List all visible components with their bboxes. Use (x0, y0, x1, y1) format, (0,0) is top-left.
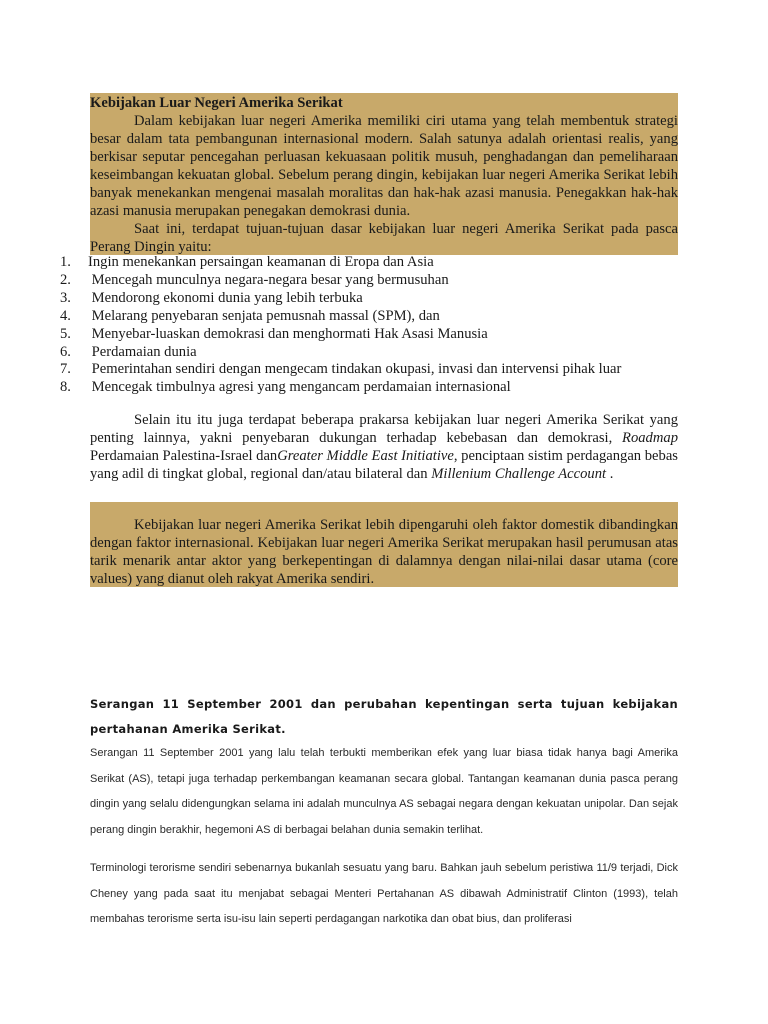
list-item (60, 290, 680, 308)
paragraph-foreign-policy-intro: Dalam kebijakan luar negeri Amerika memiliki ciri utama yang telah membentuk strategi besar dalam tata pembangunan internasional modern. Salah satunya adalah orientasi realis, yang berkisar seputar pencegahan perluasan kekuasaan politik musuh, penghadangan dan pemeliharaan keseimbangan kekuatan global. Sebelum perang dingin, kebijakan luar negeri Amerika Serikat lebih banyak menekankan mengenai masalah moralitas dan hak-hak azasi manusia. Penegakkan hak-hak azasi manusia merupakan penegakan demokrasi dunia. (90, 113, 678, 219)
initiatives-text-3: , penciptaan sistim perdagangan bebas yang adil di tingkat global, regional dan/atau bilateral dan (90, 448, 678, 482)
list-item-number: 3. (60, 289, 71, 306)
list-item-number: 7. (60, 361, 71, 378)
list-item-text: Perdamaian dunia (88, 343, 197, 360)
paragraph-september-11-impact: Serangan 11 September 2001 yang lalu telah terbukti memberikan efek yang luar biasa tidak hanya bagi Amerika Serikat (AS), tetapi juga terhadap perkembangan keamanan secara global. Tantangan keamanan dunia pasca perang dingin yang selalu didengungkan selama ini adalah munculnya AS sebagai negara dengan kekuatan unipolar. Dan sejak perang dingin berakhir, hegemoni AS di berbagai belahan dunia semakin terlihat. (90, 747, 678, 836)
list-item (60, 272, 680, 290)
list-item (60, 344, 680, 362)
initiatives-roadmap: Roadmap (622, 430, 678, 446)
section-title-foreign-policy: Kebijakan Luar Negeri Amerika Serikat (90, 95, 343, 111)
list-item-number: 2. (60, 271, 71, 288)
paragraph-post-cold-war-goals: Saat ini, terdapat tujuan-tujuan dasar kebijakan luar negeri Amerika Serikat pada pasca Perang Dingin yaitu: (90, 221, 678, 255)
list-item-text: Melarang penyebaran senjata pemusnah massal (SPM), dan (88, 307, 440, 324)
list-item (60, 326, 680, 344)
list-item-text: Mencegak timbulnya agresi yang mengancam perdamaian internasional (88, 379, 511, 396)
list-item-text: Menyebar-luaskan demokrasi dan menghormati Hak Asasi Manusia (88, 325, 488, 342)
list-item (60, 254, 680, 272)
list-item-number: 6. (60, 343, 71, 360)
highlighted-section-domestic-factors (90, 502, 678, 587)
list-item (60, 308, 680, 326)
initiatives-text-1: Selain itu itu juga terdapat beberapa prakarsa kebijakan luar negeri Amerika Serikat yang penting lainnya, yakni penyebaran dukungan terhadap kebebasan dan demokrasi, (90, 412, 678, 446)
list-item-number: 4. (60, 307, 71, 324)
numbered-goals-list (60, 254, 680, 397)
list-item-text: Ingin menekankan persaingan keamanan di Eropa dan Asia (88, 254, 434, 270)
list-item-text: Mencegah munculnya negara-negara besar yang bermusuhan (88, 271, 449, 288)
list-item-text: Pemerintahan sendiri dengan mengecam tindakan okupasi, invasi dan intervensi pihak luar (88, 361, 622, 378)
paragraph-domestic-factors: Kebijakan luar negeri Amerika Serikat lebih dipengaruhi oleh faktor domestik dibandingkan dengan faktor internasional. Kebijakan luar negeri Amerika Serikat merupakan hasil perumusan atas tarik menarik antar aktor yang berkepentingan di dalamnya dengan nilai-nilai dasar utama (core values) yang dianut oleh rakyat Amerika sendiri. (90, 517, 678, 587)
initiatives-mca: Millenium Challenge Account (431, 466, 607, 482)
list-item-number: 1. (60, 254, 71, 270)
initiatives-gmei: Greater Middle East Initiative (277, 448, 454, 464)
section-title-september-11: Serangan 11 September 2001 dan perubahan kepentingan serta tujuan kebijakan pertahanan Amerika Serikat. (90, 697, 678, 736)
highlighted-section-foreign-policy (90, 93, 678, 255)
list-item (60, 361, 680, 379)
initiatives-text-2: Perdamaian Palestina-Israel dan (90, 448, 278, 464)
list-item (60, 379, 680, 397)
paragraph-terrorism-terminology: Terminologi terorisme sendiri sebenarnya bukanlah sesuatu yang baru. Bahkan jauh sebelum peristiwa 11/9 terjadi, Dick Cheney yang pada saat itu menjabat sebagai Menteri Pertahanan AS dibawah Administratif Clinton (1993), telah membahas terorisme serta isu-isu lain seperti perdagangan narkotika dan obat bius, dan proliferasi (90, 862, 678, 925)
list-item-text: Mendorong ekonomi dunia yang lebih terbuka (88, 289, 363, 306)
initiatives-text-4: . (606, 466, 614, 482)
list-item-number: 8. (60, 379, 71, 396)
list-item-number: 5. (60, 325, 71, 342)
paragraph-initiatives (90, 411, 678, 483)
